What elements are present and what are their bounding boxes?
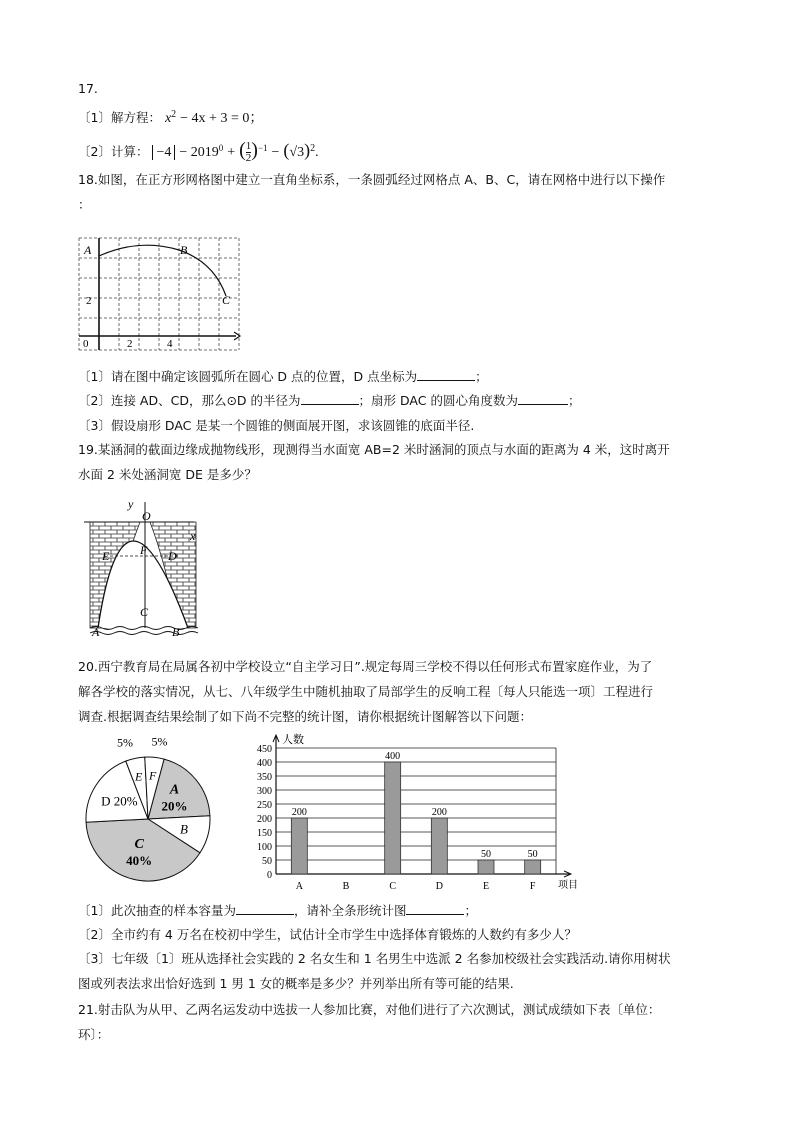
bar-ytick-label: 100 bbox=[257, 842, 272, 853]
q17-term2: − 2019 bbox=[179, 145, 219, 161]
q19-water-line-2 bbox=[90, 632, 198, 635]
pie-label-b: B bbox=[179, 821, 188, 837]
q20-answer-blank-1[interactable] bbox=[236, 902, 294, 915]
bar-ytick-label: 250 bbox=[257, 800, 272, 811]
bar-ytick-label: 450 bbox=[257, 744, 272, 755]
q17-plus: + bbox=[227, 145, 236, 161]
q18-sub2-text-b: ；扇形 DAC 的圆心角度数为 bbox=[358, 393, 518, 408]
pie-label-d: D 20% bbox=[101, 793, 138, 809]
q17-eq-exp: 2 bbox=[171, 109, 177, 120]
bar-y-label: 人数 bbox=[282, 734, 304, 746]
q18-label-x2: 2 bbox=[127, 338, 133, 350]
bar-a bbox=[291, 818, 307, 874]
q18-label-x4: 4 bbox=[167, 338, 173, 350]
q17-part2-label: 〔2〕计算： bbox=[78, 144, 149, 160]
q19-culvert-figure bbox=[84, 494, 208, 640]
q19-label-y: y bbox=[128, 497, 134, 511]
q19-label-D: D bbox=[168, 549, 177, 563]
q18-sub1-text: 〔1〕请在图中确定该圆弧所在圆心 D 点的位置，D 点坐标为 bbox=[78, 369, 418, 384]
q17-part1 bbox=[78, 106, 263, 128]
q18-answer-blank-1[interactable] bbox=[417, 368, 475, 381]
q17-term2-exp: 0 bbox=[218, 143, 224, 153]
q18-sub1-end: ； bbox=[475, 369, 488, 384]
q18-text-1: 18.如图，在正方形网格图中建立一直角坐标系，一条圆弧经过网格点 A、B、C，请在网格中进行以下操作 bbox=[78, 172, 666, 187]
q18-sub2 bbox=[78, 392, 580, 410]
bar-data-label-d: 200 bbox=[431, 807, 447, 818]
q19-label-O: O bbox=[142, 509, 151, 523]
q17-sqrt-exp: 2 bbox=[310, 143, 316, 154]
q20-text-1: 20.西宁教育局在局属各初中学校设立“自主学习日”.规定每周三学校不得以任何形式布置家庭作业，为了 bbox=[78, 659, 653, 674]
q19-label-A: A bbox=[92, 625, 100, 639]
q20-sub1 bbox=[78, 902, 477, 920]
bar-data-label-e: 50 bbox=[481, 849, 491, 860]
q20-text-3: 调查.根据调查结果绘制了如下尚不完整的统计图，请你根据统计图解答以下问题： bbox=[78, 709, 532, 724]
q20-sub3-1: 〔3〕七年级〔1〕班从选择社会实践的 2 名女生和 1 名男生中选派 2 名参加校级社会实践活动.请你用树状 bbox=[78, 951, 671, 966]
bar-category-c: C bbox=[389, 881, 397, 892]
q18-grid-figure bbox=[74, 232, 246, 356]
bar-ytick-label: 350 bbox=[257, 772, 272, 783]
q17-part1-label: 〔1〕解方程： bbox=[78, 110, 161, 126]
bar-category-b: B bbox=[342, 881, 350, 892]
bar-category-d: D bbox=[435, 881, 443, 892]
q20-answer-blank-2[interactable] bbox=[406, 902, 464, 915]
pie-pct-a: 20% bbox=[161, 798, 188, 814]
bar-d bbox=[431, 818, 447, 874]
bar-ytick-label: 0 bbox=[267, 870, 272, 881]
q18-answer-blank-2[interactable] bbox=[301, 392, 359, 405]
q19-label-x: x bbox=[190, 529, 196, 543]
q17-number: 17. bbox=[78, 81, 98, 96]
q21-text-2: 环〕： bbox=[78, 1027, 110, 1042]
q18-sub1 bbox=[78, 368, 488, 386]
q18-answer-blank-3[interactable] bbox=[518, 392, 568, 405]
q18-label-A: A bbox=[84, 243, 92, 257]
q17-sqrt3: √3 bbox=[289, 145, 305, 161]
bar-e bbox=[478, 860, 494, 874]
q17-frac-exp: −1 bbox=[257, 143, 268, 153]
pie-label-e: E bbox=[135, 769, 143, 784]
q20-sub3-2: 图或列表法求出恰好选到 1 男 1 女的概率是多少？并列举出所有等可能的结果. bbox=[78, 976, 514, 991]
q18-label-B: B bbox=[180, 243, 188, 257]
q20-bar-chart bbox=[246, 728, 586, 894]
q19-text-2: 水面 2 米处涵洞宽 DE 是多少？ bbox=[78, 467, 257, 482]
bar-data-label-f: 50 bbox=[527, 849, 538, 860]
bar-x-label: 项目 bbox=[558, 880, 578, 891]
q18-text-2: ： bbox=[78, 197, 91, 212]
pie-label-c: C bbox=[134, 836, 144, 852]
q20-sub1-end: ； bbox=[464, 903, 477, 918]
q20-sub1-text-a: 〔1〕此次抽查的样本容量为 bbox=[78, 903, 236, 918]
q17-part2: 〔2〕计算： $-4 - 2019^0$ + ( $\frac{1}{2}$ )$^{-1} - (√3)^2$. bbox=[78, 139, 319, 165]
q17-eq-rest: − 4x + 3 = 0； bbox=[180, 111, 264, 127]
q20-pie-chart bbox=[76, 735, 216, 885]
q17-frac-num: 1 bbox=[245, 140, 252, 153]
q17-end: . bbox=[315, 145, 319, 161]
q21-text-1: 21.射击队为从甲、乙两名运发动中选拔一人参加比赛，对他们进行了六次测试，测试成绩如下表〔单位： bbox=[78, 1002, 661, 1017]
bar-category-e: E bbox=[482, 881, 490, 892]
q20-text-2: 解各学校的落实情况，从七、八年级学生中随机抽取了局部学生的反响工程〔每人只能选一项〕工程进行 bbox=[78, 684, 654, 699]
q17-frac-den: 2 bbox=[245, 152, 252, 165]
q20-sub2: 〔2〕全市约有 4 万名在校初中学生，试估计全市学生中选择体育锻炼的人数约有多少人？ bbox=[78, 927, 577, 942]
pie-label-a: A bbox=[169, 782, 180, 798]
bar-c bbox=[385, 762, 401, 874]
q18-label-y2: 2 bbox=[86, 295, 92, 307]
bar-data-label-c: 400 bbox=[385, 751, 401, 762]
bar-ytick-label: 150 bbox=[257, 828, 272, 839]
q18-sub3: 〔3〕假设扇形 DAC 是某一个圆锥的侧面展开图，求该圆锥的底面半径. bbox=[78, 418, 475, 433]
q19-label-B: B bbox=[172, 625, 180, 639]
q19-label-E: E bbox=[102, 549, 110, 563]
pie-pct-e: 5% bbox=[117, 735, 134, 750]
q18-sub2-text-a: 〔2〕连接 AD、CD，那么⊙D 的半径为 bbox=[78, 393, 301, 408]
pie-pct-f: 5% bbox=[151, 735, 168, 749]
q19-label-C: C bbox=[140, 605, 149, 619]
q17-minus: − bbox=[271, 145, 280, 161]
pie-label-f: F bbox=[148, 768, 157, 783]
bar-data-label-a: 200 bbox=[291, 807, 307, 818]
pie-pct-c: 40% bbox=[126, 852, 153, 868]
q17-abs-term: −4 bbox=[152, 145, 175, 160]
q18-label-origin: 0 bbox=[83, 338, 89, 350]
q17-eq-x: x bbox=[164, 111, 172, 127]
q18-sub2-end: ； bbox=[567, 393, 581, 408]
q19-label-F: F bbox=[140, 543, 148, 557]
bar-ytick-label: 50 bbox=[262, 856, 272, 867]
bar-ytick-label: 300 bbox=[257, 786, 272, 797]
q18-label-C: C bbox=[222, 293, 231, 307]
bar-ytick-label: 400 bbox=[257, 758, 272, 769]
q20-sub1-text-b: ，请补全条形统计图 bbox=[293, 903, 407, 918]
bar-f bbox=[525, 860, 541, 874]
bar-ytick-label: 200 bbox=[257, 814, 272, 825]
bar-category-f: F bbox=[529, 881, 536, 892]
bar-category-a: A bbox=[295, 881, 303, 892]
q19-text-1: 19.某涵洞的截面边缘成抛物线形，现测得当水面宽 AB=2 米时涵洞的顶点与水面的距离为 4 米，这时离开 bbox=[78, 442, 670, 457]
q18-arc bbox=[99, 245, 226, 296]
